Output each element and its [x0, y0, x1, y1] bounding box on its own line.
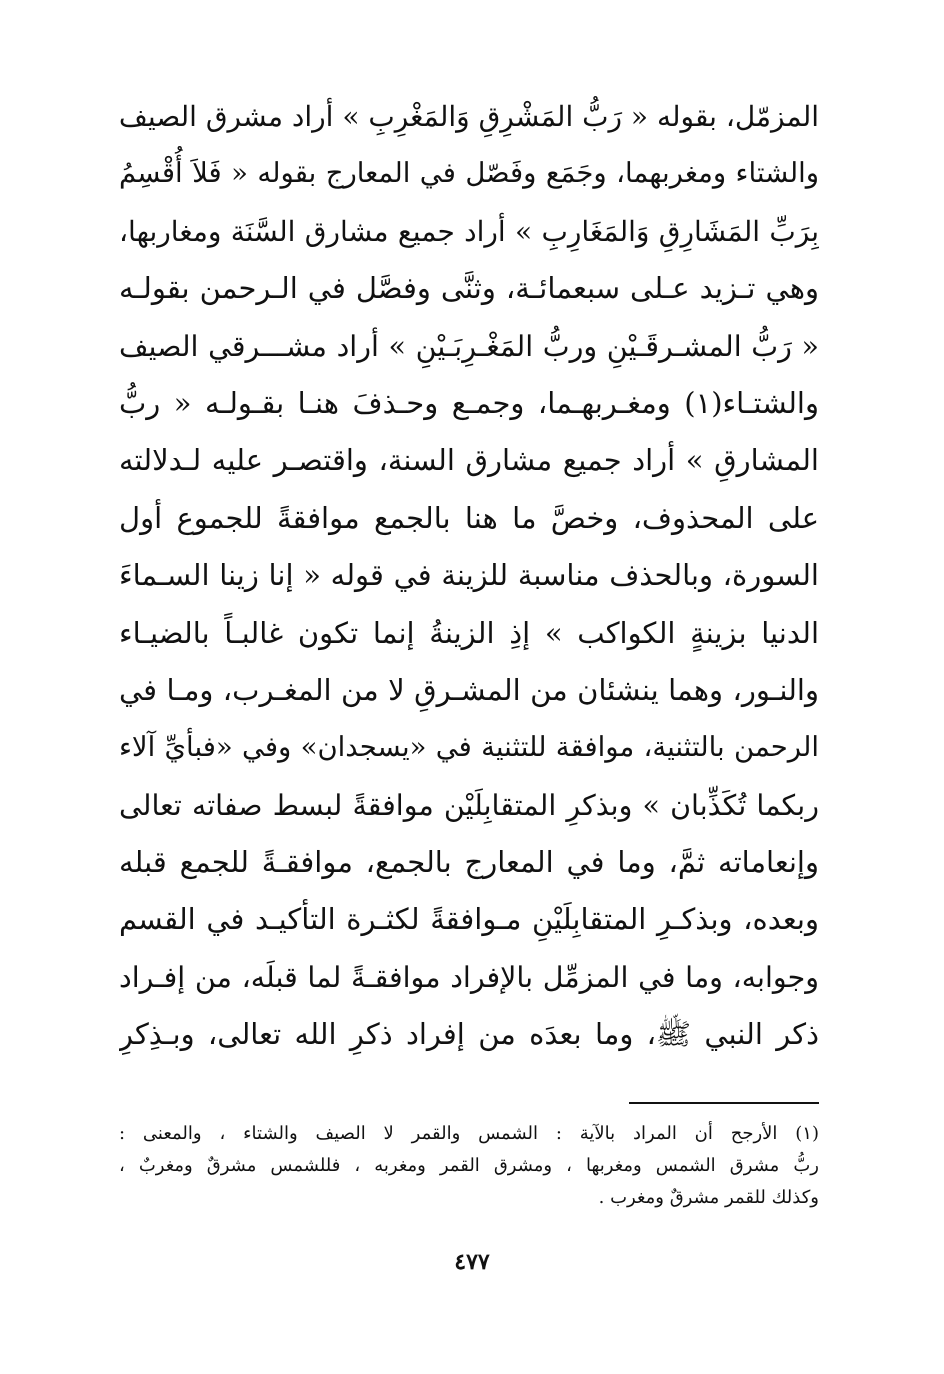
- footnote: [119, 1118, 819, 1214]
- text-line: وهي تـزيد عـلى سبعمائـة، وثنَّى وفصَّل في الـرحمن بقولـه: [119, 271, 819, 306]
- text-line: وإنعاماته ثمَّ، وما في المعارج بالجمع، موافقـةً للجمع قبله: [119, 845, 819, 880]
- text-line: المزمّل، بقوله « رَبُّ المَشْرِقِ وَالمَغْرِبِ » أراد مشرق الصيف: [119, 100, 819, 133]
- text-line: على المحذوف، وخصَّ ما هنا بالجمع موافقةً للجموع أول: [119, 500, 819, 535]
- text-line: والشتـاء(١) ومغـربهـما، وجمـع وحـذفَ هنـا بقـولـه « ربُّ: [119, 385, 819, 420]
- text-line: « رَبُّ المشـرقَـيْنِ وربُّ المَغْـرِبَـيْنِ » أراد مشـــرقي الصيف: [119, 329, 819, 363]
- text-line: ذكر النبي ﷺ، وما بعدَه من إفراد ذكرِ الله تعالى، وبـذِكرِ: [119, 1017, 819, 1052]
- text-line: ربكما تُكَذِّبان » وبذكرِ المتقابِلَيْن موافقةً لبسط صفاته تعالى: [119, 788, 819, 822]
- text-line: الرحمن بالتثنية، موافقة للتثنية في «يسجدان» وفي «فبأيِّ آلاء: [119, 731, 819, 764]
- page-number: ٤٧٧: [454, 1249, 490, 1275]
- footnote-separator: [629, 1102, 819, 1104]
- footnote-line: ربُّ مشرق الشمس ومغربها ، ومشرق القمر ومغربه ، فللشمس مشرقٌ ومغربٌ ،: [119, 1155, 819, 1176]
- text-line: وبعده، وبذكـرِ المتقابِلَيْنِ مـوافقةً لكثـرة التأكيـد في القسم: [119, 902, 819, 937]
- main-text: [119, 88, 819, 1064]
- footnote-line: (١) الأرجح أن المراد بالآية : الشمس والقمر لا الصيف والشتاء ، والمعنى :: [119, 1123, 819, 1144]
- text-line: السورة، وبالحذف مناسبة للزينة في قوله « إنا زينا السـماءَ: [119, 558, 819, 593]
- text-line: بِرَبِّ المَشَارِقِ وَالمَغَارِبِ » أراد جميع مشارق السَّنَة ومغاربها،: [119, 214, 819, 248]
- footnote-line: وكذلك للقمر مشرقٌ ومغرب .: [598, 1187, 819, 1208]
- text-line: وجوابه، وما في المزمِّل بالإفراد موافقـةً لما قبلَه، من إفـراد: [119, 960, 819, 994]
- text-line: الدنيا بزينةٍ الكواكب » إذِ الزينةُ إنما تكون غالبـاً بالضيـاء: [119, 615, 819, 650]
- text-line: والشتاء ومغربهما، وجَمَع وفَصّل في المعارج بقوله « فَلاَ أُقْسِمُ: [119, 157, 819, 190]
- text-line: والنـور، وهما ينشئان من المشـرقِ لا من المغـرب، ومـا في: [119, 672, 819, 707]
- text-line: المشارقِ » أراد جميع مشارق السنة، واقتصـر عليه لـدلالته: [119, 443, 819, 478]
